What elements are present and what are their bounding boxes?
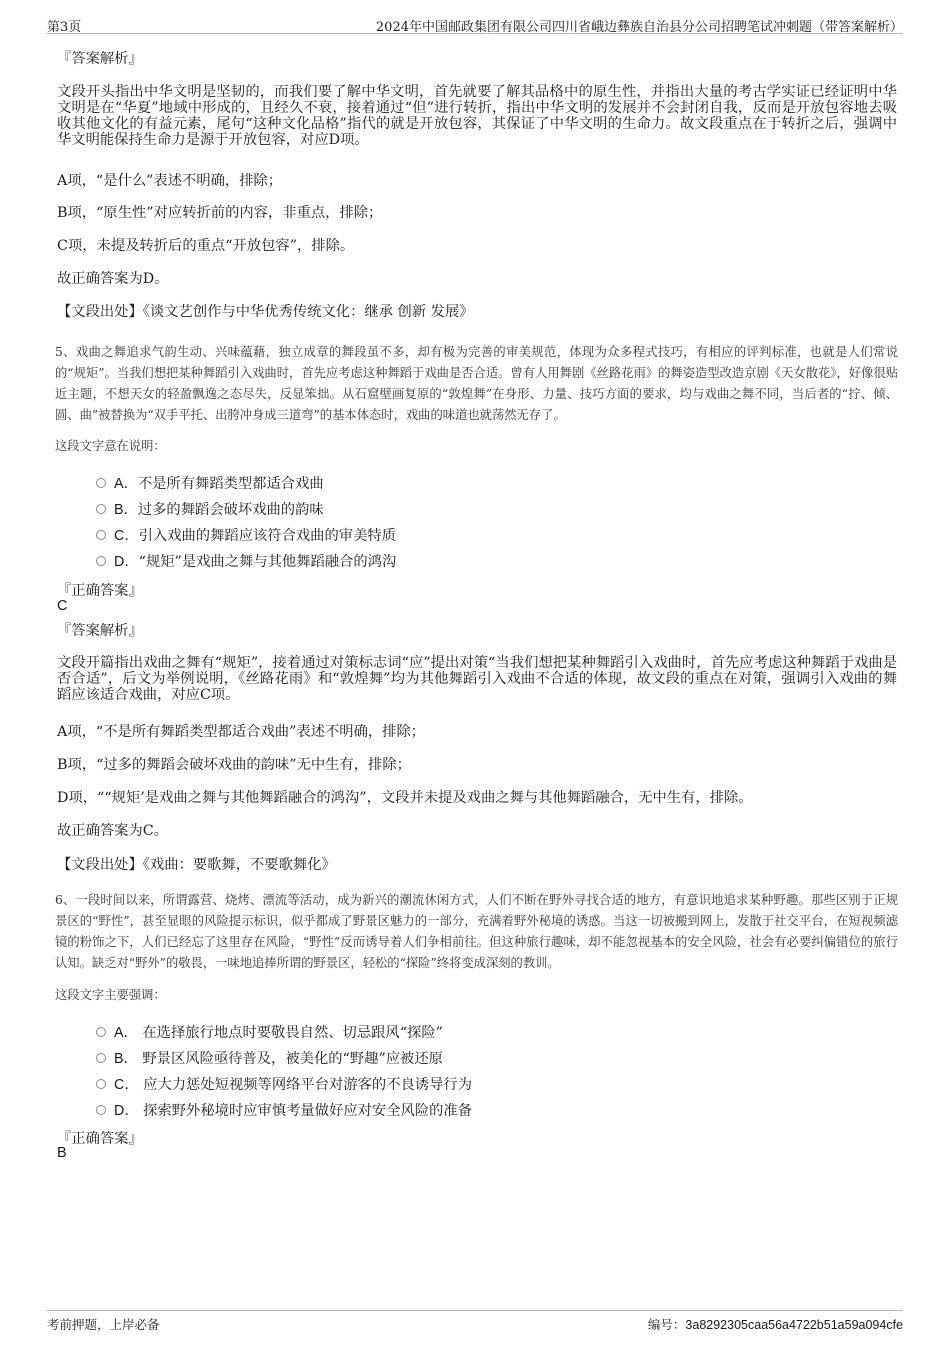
q5-source: 【文段出处】《戏曲：要歌舞，不要歌舞化》 (57, 857, 336, 873)
radio-icon[interactable] (96, 1053, 106, 1063)
q4-conclusion: 故正确答案为D。 (57, 271, 169, 287)
q4-option-b-analysis: B项，“原生性”对应转折前的内容，非重点，排除； (57, 205, 383, 221)
q5-option-c[interactable]: C．引入戏曲的舞蹈应该符合戏曲的审美特质 (96, 525, 396, 545)
q5-option-a[interactable]: A．不是所有舞蹈类型都适合戏曲 (96, 473, 324, 493)
q5-correct-label: 『正确答案』 (57, 583, 143, 599)
q6-correct-label: 『正确答案』 (57, 1131, 143, 1147)
radio-icon[interactable] (96, 478, 106, 488)
page-footer (47, 1310, 903, 1334)
q4-option-a-analysis: A项，“是什么”表述不明确，排除； (57, 173, 283, 189)
footer-id-label: 编号： (647, 1317, 686, 1332)
radio-icon[interactable] (96, 530, 106, 540)
q6-question-text: 6、一段时间以来，所谓露营、烧烤、漂流等活动，成为新兴的潮流休闲方式，人们不断在野外寻找合适的地方，有意识地追求某种野趣。那些区别于正规景区的“野性”，甚至显眼的风险提示标识，似乎都成了野景区魅力的一部分，充满着野外秘境的诱惑。当这一切被搬到网上，发散于社交平台，在短视频滤镜的粉饰之下，人们已经忘了这里存在风险，“野性”反而诱导着人们争相前往。但这种旅行趣味，却不能忽视基本的安全风险，社会有必要纠偏错位的旅行认知。缺乏对“野外”的敬畏，一味地追捧所谓的野景区，轻松的“探险”终将变成深刻的教训。 (55, 893, 898, 970)
q5-analysis-label: 『答案解析』 (57, 623, 143, 639)
document-title: 2024年中国邮政集团有限公司四川省峨边彝族自治县分公司招聘笔试冲刺题（带答案解析） (375, 20, 903, 35)
q6-option-a[interactable]: A． 在选择旅行地点时要敬畏自然、切忌跟风“探险” (96, 1022, 443, 1042)
q5-question-text: 5、戏曲之舞追求气韵生动、兴味蕴藉，独立成章的舞段虽不多，却有极为完善的审美规范，体现为众多程式技巧，有相应的评判标准，也就是人们常说的“规矩”。当我们想把某种舞蹈引入戏曲时，首先应考虑这种舞蹈于戏曲是否合适。曾有人用舞剧《丝路花雨》的舞姿造型改造京剧《天女散花》，好像很贴近主题，不想天女的轻盈飘逸之态尽失，反显笨拙。从石窟壁画复原的“敦煌舞”在身形、力量、技巧方面的要求，均与戏曲之舞不同，当后者的“拧、倾、圆、曲”被替换为“双手平托、出胯冲身成三道弯”的基本体态时，戏曲的味道也就荡然无存了。 (55, 345, 898, 422)
q6-option-d[interactable]: D． 探索野外秘境时应审慎考量做好应对安全风险的准备 (96, 1100, 472, 1120)
q5-conclusion: 故正确答案为C。 (57, 823, 169, 839)
radio-icon[interactable] (96, 504, 106, 514)
footer-id-value: 3a8292305caa56a4722b51a59a094cfe (685, 1318, 903, 1332)
q5-option-b-analysis: B项，“过多的舞蹈会破坏戏曲的韵味”无中生有，排除； (57, 757, 411, 773)
q4-option-c-analysis: C项，未提及转折后的重点“开放包容”，排除。 (57, 238, 355, 254)
footer-slogan: 考前押题，上岸必备 (47, 1317, 160, 1332)
q6-option-c[interactable]: C． 应大力惩处短视频等网络平台对游客的不良诱导行为 (96, 1074, 472, 1094)
q5-option-d[interactable]: D．“规矩”是戏曲之舞与其他舞蹈融合的鸿沟 (96, 551, 396, 571)
q6-prompt: 这段文字主要强调： (55, 988, 166, 1002)
q6-correct-answer: B (57, 1145, 67, 1161)
q6-option-b[interactable]: B． 野景区风险亟待普及，被美化的“野趣”应被还原 (96, 1048, 443, 1068)
radio-icon[interactable] (96, 556, 106, 566)
page-header (47, 14, 903, 34)
radio-icon[interactable] (96, 1027, 106, 1037)
footer-id (648, 1315, 903, 1333)
q4-analysis-paragraph: 文段开头指出中华文明是坚韧的，而我们要了解中华文明，首先就要了解其品格中的原生性，并指出大量的考古学实证已经证明中华文明是在“华夏”地域中形成的，且经久不衰，接着通过“但”进行转折，指出中华文明的发展并不会封闭自我，反而是开放包容地去吸收其他文化的有益元素，尾句“这种文化品格”指代的就是开放包容，其保证了中华文明的生命力。故文段重点在于转折之后，强调中华文明能保持生命力是源于开放包容，对应D项。 (57, 84, 897, 148)
page-number: 第3页 (47, 20, 82, 35)
radio-icon[interactable] (96, 1105, 106, 1115)
q5-option-a-analysis: A项，“不是所有舞蹈类型都适合戏曲”表述不明确，排除； (57, 724, 426, 740)
q5-option-b[interactable]: B．过多的舞蹈会破坏戏曲的韵味 (96, 499, 324, 519)
radio-icon[interactable] (96, 1079, 106, 1089)
q5-analysis-paragraph: 文段开篇指出戏曲之舞有“规矩”，接着通过对策标志词“应”提出对策“当我们想把某种舞蹈引入戏曲时，首先应考虑这种舞蹈于戏曲是否合适”，后文为举例说明，《丝路花雨》和“敦煌舞”均为其他舞蹈引入戏曲不合适的体现，故文段的重点在对策，强调引入戏曲的舞蹈应该适合戏曲，对应C项。 (57, 655, 897, 703)
q5-correct-answer: C (57, 598, 68, 614)
q5-prompt: 这段文字意在说明： (55, 439, 166, 453)
q4-source: 【文段出处】《谈文艺创作与中华优秀传统文化：继承 创新 发展》 (57, 304, 474, 320)
q5-option-d-analysis: D项，““规矩’是戏曲之舞与其他舞蹈融合的鸿沟”，文段并未提及戏曲之舞与其他舞蹈融合，无中生有，排除。 (57, 790, 753, 806)
q4-analysis-label: 『答案解析』 (57, 51, 143, 67)
